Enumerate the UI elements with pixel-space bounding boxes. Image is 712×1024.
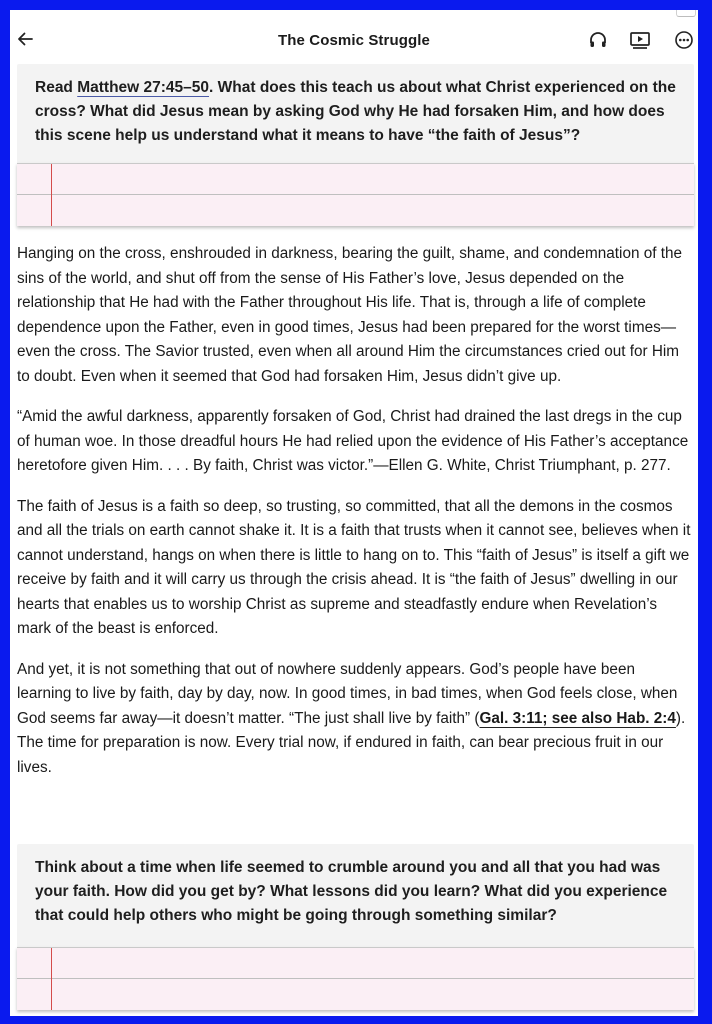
answer-field-1[interactable] — [17, 163, 694, 226]
page-title: The Cosmic Struggle — [278, 32, 430, 49]
paragraph-4-end: ). The time for preparation is now. Every trial now, if endured in faith, can bear precious fruit in our lives. — [17, 709, 686, 776]
paragraph-1: Hanging on the cross, enshrouded in darkness, bearing the guilt, shame, and condemnation of the sins of the world, and shut off from the sense of His Father’s love, Jesus depended on the relationship that He had with the Father throughout His life. That is, through a life of complete dependence upon the Father, even in good times, Jesus had been prepared for the worst times—even the cross. The Savior trusted, even when all around Him the circumstances cried out for Him to doubt. Even when it seemed that God had forsaken Him, Jesus didn’t give up. — [17, 245, 682, 385]
audio-button[interactable] — [586, 30, 610, 54]
top-bar — [10, 10, 698, 72]
status-indicator — [676, 10, 696, 17]
answer-margin-line — [51, 164, 52, 226]
answer-rule-line — [17, 978, 694, 979]
question-1-rest: . What does this teach us about what Christ experienced on the cross? What did Jesus mean by asking God why He had forsaken Him, and how does this scene help us understand what it means to have “the faith of Jesus”? — [35, 79, 676, 144]
scripture-link-matthew[interactable]: Matthew 27:45–50 — [77, 79, 210, 96]
headphones-icon — [588, 30, 608, 55]
question-box-1 — [17, 64, 694, 226]
paragraph-2: “Amid the awful darkness, apparently forsaken of God, Christ had drained the last dregs in the cup of human woe. In those dreadful hours He had relied upon the evidence of His Father’s acceptance heretofore given Him. . . . By faith, Christ was victor.”—Ellen G. White, Christ Triumphant, p. 277. — [17, 408, 689, 474]
paragraph-3: The faith of Jesus is a faith so deep, so trusting, so committed, that all the demons in the cosmos and all the trials on earth cannot shake it. It is a faith that trusts when it cannot see, believes when it cannot understand, hangs on when there is little to hang on to. This “faith of Jesus” is itself a gift we receive by faith and it will carry us through the crisis ahead. It is “the faith of Jesus” dwelling in our hearts that enables us to worship Christ as supreme and steadfastly endure when Revelation’s mark of the beast is enforced. — [17, 497, 691, 637]
answer-rule-line — [17, 194, 694, 195]
question-1-text — [17, 64, 694, 160]
answer-margin-line — [51, 948, 52, 1010]
more-options-icon — [674, 30, 694, 55]
paragraph-4-start: And yet, it is not something that out of nowhere suddenly appears. God’s people have been learning to live by faith, day by day, now. In good times, in bad times, when God feels close, when God seems far away—it doesn’t matter. “The just shall live by faith” ( — [17, 660, 678, 727]
question-2-text: Think about a time when life seemed to crumble around you and all that you had was your faith. How did you get by? What lessons did you learn? What did you experience that could help others who might be going through something similar? — [35, 859, 668, 924]
lesson-body — [17, 242, 693, 796]
more-button[interactable] — [672, 30, 696, 54]
answer-field-2[interactable] — [17, 947, 694, 1010]
question-box-2 — [17, 844, 694, 1010]
scripture-link-galatians[interactable]: Gal. 3:11; see also Hab. 2:4 — [479, 709, 676, 727]
video-play-icon — [629, 30, 651, 55]
video-button[interactable] — [628, 30, 652, 54]
question-1-prefix: Read — [35, 79, 78, 96]
app-window — [10, 10, 698, 1016]
paragraph-4 — [17, 658, 693, 781]
